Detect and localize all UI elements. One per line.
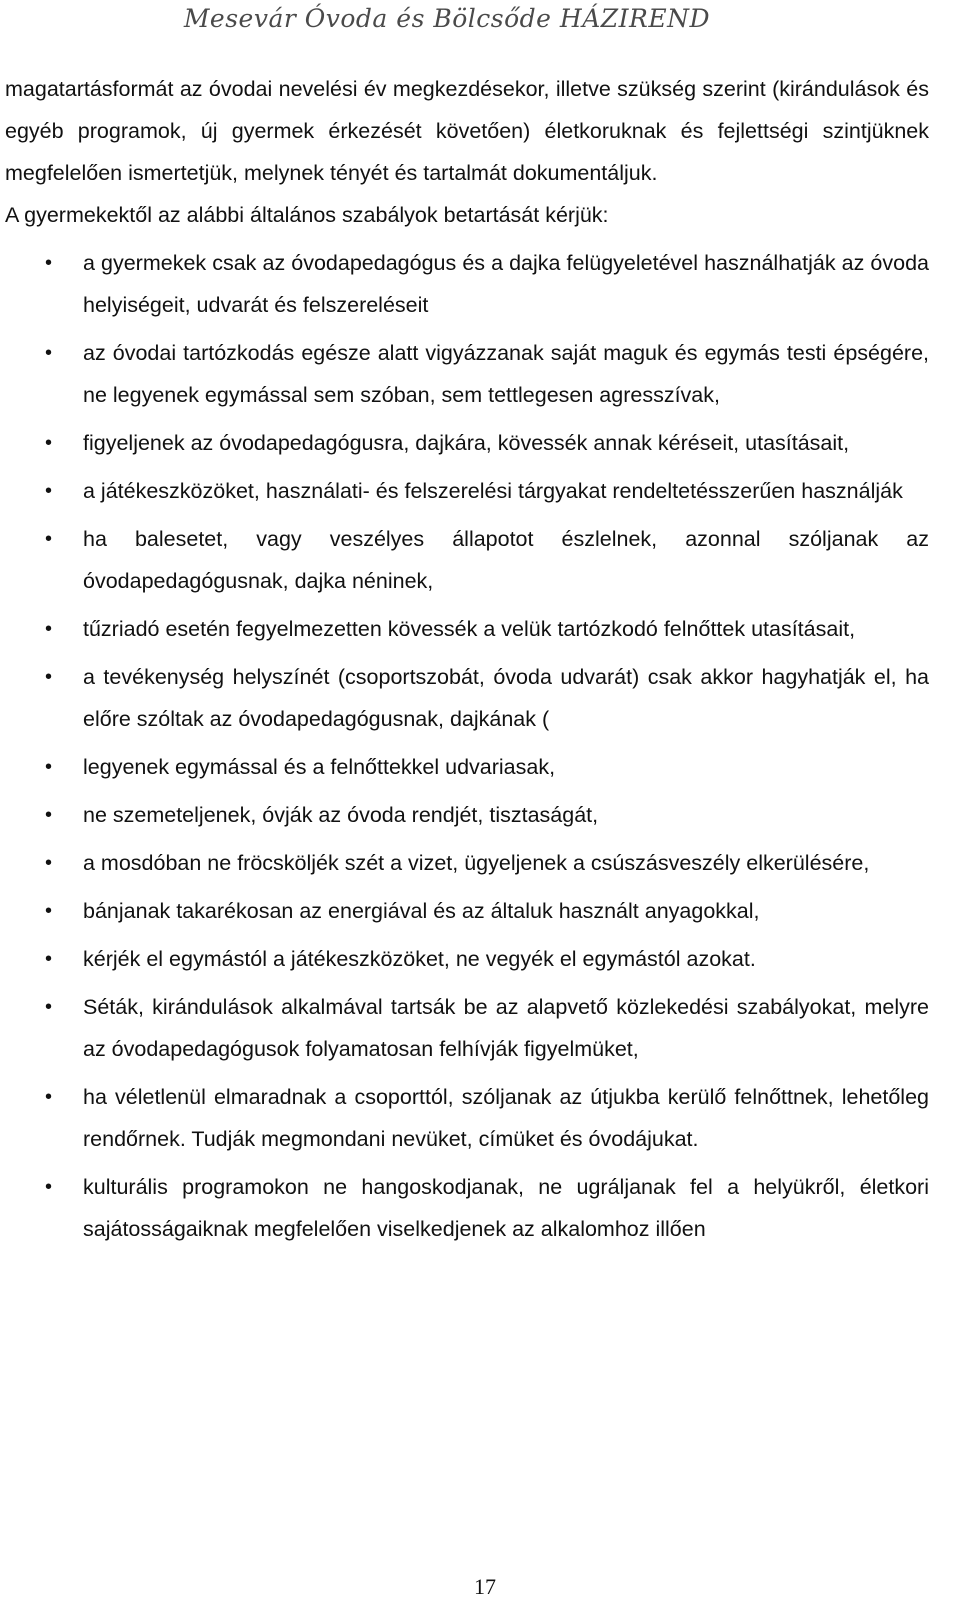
list-item (5, 332, 929, 416)
list-item (5, 938, 929, 980)
list-item (5, 890, 929, 932)
rules-list (5, 242, 929, 1250)
rule-text: a játékeszközöket, használati- és felszerelési tárgyakat rendeltetésszerűen használják (83, 479, 903, 503)
bullet-icon: • (45, 852, 53, 874)
bullet-icon: • (45, 666, 53, 688)
intro-paragraph: magatartásformát az óvodai nevelési év megkezdésekor, illetve szükség szerint (kirándulások és egyéb programok, új gyermek érkezését követően) életkoruknak és fejlettségi szintjüknek megfelelően ismertetjük, melynek tényét és tartalmát dokumentáljuk. (5, 77, 929, 185)
list-item (5, 746, 929, 788)
page-number: 17 (474, 1574, 496, 1599)
list-item (5, 794, 929, 836)
rule-text: kulturális programokon ne hangoskodjanak, ne ugráljanak fel a helyükről, életkori sajátosságaiknak megfelelően viselkedjenek az alkalomhoz illően (83, 1175, 929, 1241)
bullet-icon: • (45, 480, 53, 502)
list-item (5, 1076, 929, 1160)
rule-text: kérjék el egymástól a játékeszközöket, ne vegyék el egymástól azokat. (83, 947, 756, 971)
list-item (5, 842, 929, 884)
rule-text: a mosdóban ne fröcsköljék szét a vizet, ügyeljenek a csúszásveszély elkerülésére, (83, 851, 870, 875)
bullet-icon: • (45, 804, 53, 826)
bullet-icon: • (45, 342, 53, 364)
rule-text: Séták, kirándulások alkalmával tartsák be az alapvető közlekedési szabályokat, melyre az óvodapedagógusok folyamatosan felhívják figyelmüket, (83, 995, 929, 1061)
list-item (5, 1166, 929, 1250)
bullet-icon: • (45, 996, 53, 1018)
list-item (5, 470, 929, 512)
rule-text: ne szemeteljenek, óvják az óvoda rendjét, tisztaságát, (83, 803, 599, 827)
bullet-icon: • (45, 900, 53, 922)
bullet-icon: • (45, 756, 53, 778)
bullet-icon: • (45, 1086, 53, 1108)
rule-text: figyeljenek az óvodapedagógusra, dajkára, kövessék annak kéréseit, utasításait, (83, 431, 850, 455)
rule-text: bánjanak takarékosan az energiával és az általuk használt anyagokkal, (83, 899, 760, 923)
bullet-icon: • (45, 432, 53, 454)
list-item (5, 518, 929, 602)
rule-text: a gyermekek csak az óvodapedagógus és a dajka felügyeletével használhatják az óvoda helyiségeit, udvarát és felszereléseit (83, 251, 929, 317)
bullet-icon: • (45, 1176, 53, 1198)
document-body (5, 68, 929, 1256)
list-item (5, 422, 929, 464)
rule-text: az óvodai tartózkodás egésze alatt vigyázzanak saját maguk és egymás testi épségére, ne legyenek egymással sem szóban, sem tettlegesen agresszívak, (83, 341, 929, 407)
bullet-icon: • (45, 948, 53, 970)
bullet-icon: • (45, 252, 53, 274)
rule-text: a tevékenység helyszínét (csoportszobát, óvoda udvarát) csak akkor hagyhatják el, ha előre szóltak az óvodapedagógusnak, dajkának ( (83, 665, 929, 731)
rule-text: ha balesetet, vagy veszélyes állapotot észlelnek, azonnal szóljanak az óvodapedagógusnak, dajka néninek, (83, 527, 929, 593)
list-item (5, 242, 929, 326)
rule-text: tűzriadó esetén fegyelmezetten kövessék a velük tartózkodó felnőttek utasításait, (83, 617, 856, 641)
bullet-icon: • (45, 618, 53, 640)
rules-lead-sentence: A gyermekektől az alábbi általános szabályok betartását kérjük: (5, 203, 609, 227)
list-item (5, 608, 929, 650)
list-item (5, 656, 929, 740)
bullet-icon: • (45, 528, 53, 550)
document-header: Mesevár Óvoda és Bölcsőde HÁZIREND (183, 4, 710, 33)
rule-text: legyenek egymással és a felnőttekkel udvariasak, (83, 755, 556, 779)
list-item (5, 986, 929, 1070)
rule-text: ha véletlenül elmaradnak a csoporttól, szóljanak az útjukba kerülő felnőttnek, lehetőleg rendőrnek. Tudják megmondani nevüket, címüket és óvodájukat. (83, 1085, 929, 1151)
